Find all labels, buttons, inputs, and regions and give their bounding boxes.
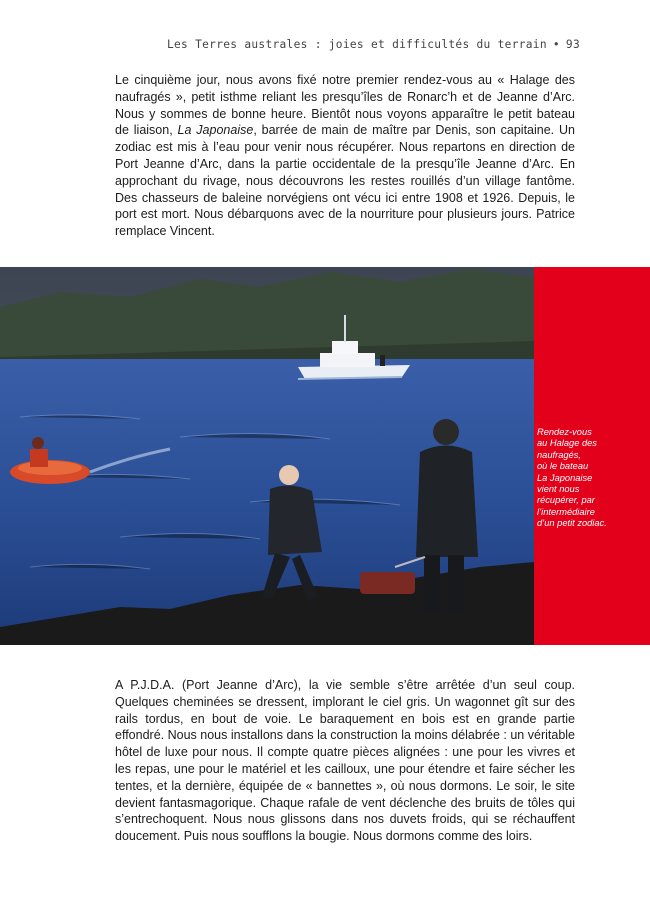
header-separator: • <box>552 38 560 51</box>
paragraph-1-text-a: Le cinquième jour, nous avons fixé notre premier rendez-vous au « Halage des naufragés », petit isthme reliant les presqu’îles de Ronarc’h et de Jeanne d’Arc. Nous y sommes de bonne heure. Bientôt nous voyons apparaître le petit bateau de liaison, <box>115 73 575 138</box>
photo-caption: Rendez-vous au Halage des naufragés, où le bateau La Japonaise vient nous récupérer, par l’intermédiaire d’un petit zodiac. <box>537 427 607 529</box>
running-header <box>160 38 580 51</box>
caption-box <box>534 267 650 645</box>
page-number: 93 <box>565 38 580 51</box>
paragraph-1 <box>115 72 575 240</box>
boat-name-italic: La Japonaise <box>177 123 254 138</box>
running-title: Les Terres australes : joies et difficultés du terrain <box>166 38 547 51</box>
photo-zodiac-rendezvous <box>0 267 534 645</box>
paragraph-1-text-b: , barrée de main de maître par Denis, son capitaine. Un zodiac est mis à l’eau pour venir nous récupérer. Nous repartons en direction de Port Jeanne d’Arc, dans la partie occidentale de la presqu’île Jeanne d’Arc. En approchant du rivage, nous découvrons les restes rouillés d’un village fantôme. Des chasseurs de baleine norvégiens ont vécu ici entre 1908 et 1926. Depuis, le port est mort. Nous débarquons avec de la nourriture pour plusieurs jours. Patrice remplace Vincent. <box>115 123 575 239</box>
paragraph-2: A P.J.D.A. (Port Jeanne d’Arc), la vie semble s’être arrêtée d’un seul coup. Quelques cheminées se dressent, implorant le ciel gris. Un wagonnet gît sur des rails tordus, en bout de voie. Le baraquement en bois est en grande partie effondré. Nous nous installons dans la construction la moins délabrée : un véritable hôtel de luxe pour nous. Il compte quatre pièces alignées : une pour les vivres et les repas, une pour le matériel et les cailloux, une pour étendre et faire sécher les tentes, et la dernière, équipée de « bannettes », où nous dormons. Le soir, le site devient fantasmagorique. Chaque rafale de vent déclenche des bruits de tôles qui s’entrechoquent. Nous nous glissons dans nos duvets froids, qui se réchauffent doucement. Puis nous soufflons la bougie. Nous dormons comme des loirs. <box>115 678 575 844</box>
photo-band <box>0 267 650 645</box>
photo-illustration <box>0 267 534 645</box>
